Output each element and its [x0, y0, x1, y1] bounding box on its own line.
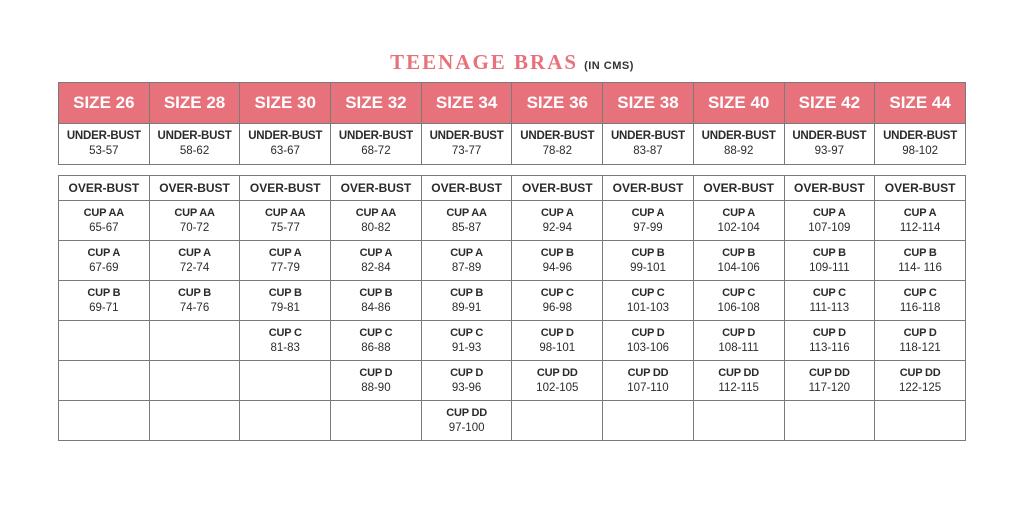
cup-label: CUP C	[722, 286, 756, 299]
cup-range: 85-87	[451, 221, 482, 234]
cup-cell	[693, 361, 784, 401]
cup-label: CUP DD	[808, 366, 850, 379]
cup-label: CUP DD	[446, 406, 487, 419]
cup-cell	[603, 281, 694, 321]
cup-row	[59, 201, 966, 241]
empty-cell	[240, 401, 331, 441]
cup-range: 81-83	[270, 341, 300, 354]
cup-range: 98-101	[539, 341, 576, 354]
cup-range: 106-108	[717, 301, 760, 314]
cup-range: 96-98	[542, 301, 572, 314]
underbust-value: 68-72	[361, 145, 391, 157]
overbust-header-cell: OVER-BUST	[512, 176, 603, 201]
cup-cell	[693, 321, 784, 361]
cup-label: CUP AA	[446, 206, 487, 219]
cup-cell	[240, 201, 331, 241]
underbust-value: 73-77	[451, 145, 482, 157]
cup-range: 111-113	[809, 301, 850, 314]
overbust-header-cell: OVER-BUST	[875, 176, 966, 201]
empty-cell	[240, 361, 331, 401]
cup-range: 89-91	[451, 301, 482, 314]
overbust-header-row	[59, 176, 966, 201]
cup-range: 99-101	[630, 261, 666, 274]
size-header-cell: SIZE 36	[512, 83, 603, 124]
cup-cell	[512, 321, 603, 361]
cup-cell	[331, 361, 422, 401]
cup-label: CUP A	[178, 246, 211, 259]
underbust-cell	[603, 124, 694, 165]
cup-range: 88-90	[361, 381, 391, 394]
cup-cell	[59, 201, 150, 241]
chart-title	[0, 50, 1024, 75]
cup-label: CUP B	[359, 286, 393, 299]
cup-cell	[331, 241, 422, 281]
overbust-header-cell: OVER-BUST	[331, 176, 422, 201]
cup-label: CUP AA	[265, 206, 306, 219]
underbust-value: 53-57	[89, 145, 119, 157]
cup-range: 94-96	[542, 261, 572, 274]
underbust-value: 63-67	[270, 145, 300, 157]
empty-cell	[603, 401, 694, 441]
cup-label: CUP D	[722, 326, 756, 339]
empty-cell	[149, 401, 240, 441]
cup-range: 92-94	[542, 221, 572, 234]
cup-label: CUP C	[540, 286, 574, 299]
cup-label: CUP D	[812, 326, 846, 339]
cup-range: 93-96	[451, 381, 482, 394]
cup-cell	[421, 281, 512, 321]
overbust-header-cell: OVER-BUST	[59, 176, 150, 201]
cup-range: 108-111	[718, 341, 759, 354]
cup-cell	[603, 321, 694, 361]
underbust-value: 58-62	[179, 145, 210, 157]
cup-label: CUP B	[812, 246, 846, 259]
overbust-header-cell: OVER-BUST	[603, 176, 694, 201]
cup-label: CUP D	[540, 326, 574, 339]
title-unit: (IN CMS)	[584, 60, 634, 72]
size-underbust-table	[58, 82, 966, 165]
empty-cell	[875, 401, 966, 441]
cup-range: 79-81	[270, 301, 300, 314]
underbust-cell	[512, 124, 603, 165]
underbust-label: UNDER-BUST	[248, 130, 323, 142]
cup-range: 117-120	[808, 381, 851, 394]
cup-cell	[512, 241, 603, 281]
cup-cell	[59, 281, 150, 321]
cup-range: 97-100	[448, 421, 485, 434]
cup-cell	[603, 201, 694, 241]
cup-range: 84-86	[361, 301, 391, 314]
cup-range: 72-74	[179, 261, 210, 274]
underbust-cell	[784, 124, 875, 165]
underbust-label: UNDER-BUST	[338, 130, 413, 142]
overbust-header-cell: OVER-BUST	[784, 176, 875, 201]
cup-cell	[875, 281, 966, 321]
underbust-cell	[149, 124, 240, 165]
cup-cell	[603, 361, 694, 401]
underbust-label: UNDER-BUST	[429, 130, 504, 142]
cup-range: 109-111	[809, 261, 850, 274]
cup-cell	[784, 321, 875, 361]
cup-range: 67-69	[89, 261, 119, 274]
cup-range: 65-67	[89, 221, 119, 234]
cup-label: CUP D	[631, 326, 665, 339]
cup-cell	[331, 281, 422, 321]
cup-cell	[149, 201, 240, 241]
cup-row	[59, 321, 966, 361]
cup-label: CUP A	[450, 246, 483, 259]
underbust-label: UNDER-BUST	[883, 130, 958, 142]
cup-range: 101-103	[626, 301, 670, 314]
cup-label: CUP C	[268, 326, 302, 339]
underbust-label: UNDER-BUST	[792, 130, 867, 142]
cup-range: 114- 116	[898, 261, 942, 274]
empty-cell	[59, 401, 150, 441]
underbust-cell	[331, 124, 422, 165]
cup-label: CUP DD	[718, 366, 760, 379]
cup-label: CUP B	[631, 246, 665, 259]
cup-cell	[240, 241, 331, 281]
cup-cell	[693, 201, 784, 241]
cup-cell	[784, 281, 875, 321]
cup-cell	[421, 361, 512, 401]
cup-cell	[875, 361, 966, 401]
underbust-cell	[693, 124, 784, 165]
cup-cell	[421, 241, 512, 281]
size-header-cell: SIZE 26	[59, 83, 150, 124]
cup-range: 75-77	[270, 221, 300, 234]
underbust-label: UNDER-BUST	[701, 130, 776, 142]
cup-cell	[331, 201, 422, 241]
cup-range: 118-121	[899, 341, 941, 354]
cup-label: CUP A	[813, 206, 846, 219]
cup-range: 102-105	[536, 381, 579, 394]
underbust-label: UNDER-BUST	[66, 130, 141, 142]
cup-label: CUP D	[359, 366, 393, 379]
cup-label: CUP DD	[627, 366, 669, 379]
cup-cell	[331, 321, 422, 361]
cup-range: 112-115	[718, 381, 759, 394]
cup-range: 104-106	[717, 261, 760, 274]
cup-cell	[421, 201, 512, 241]
cup-cell	[784, 361, 875, 401]
size-header-cell: SIZE 40	[693, 83, 784, 124]
underbust-value: 98-102	[902, 145, 938, 157]
cup-range: 70-72	[179, 221, 210, 234]
overbust-header-cell: OVER-BUST	[149, 176, 240, 201]
empty-cell	[784, 401, 875, 441]
cup-range: 107-109	[808, 221, 851, 234]
underbust-label: UNDER-BUST	[610, 130, 685, 142]
underbust-cell	[421, 124, 512, 165]
empty-cell	[149, 321, 240, 361]
underbust-row	[59, 124, 966, 165]
underbust-value: 93-97	[814, 145, 845, 157]
cup-label: CUP A	[631, 206, 665, 219]
underbust-label: UNDER-BUST	[157, 130, 232, 142]
underbust-value: 83-87	[633, 145, 663, 157]
cup-range: 113-116	[809, 341, 850, 354]
cup-row	[59, 281, 966, 321]
size-header-cell: SIZE 32	[331, 83, 422, 124]
cup-label: CUP C	[450, 326, 484, 339]
cup-row	[59, 241, 966, 281]
underbust-cell	[240, 124, 331, 165]
cup-cell	[693, 241, 784, 281]
cup-range: 86-88	[361, 341, 391, 354]
underbust-value: 78-82	[542, 145, 572, 157]
cup-label: CUP B	[178, 286, 212, 299]
cup-label: CUP C	[359, 326, 393, 339]
cup-label: CUP D	[903, 326, 937, 339]
cup-label: CUP DD	[536, 366, 578, 379]
cup-range: 112-114	[899, 221, 941, 234]
size-header-cell: SIZE 42	[784, 83, 875, 124]
cup-label: CUP B	[450, 286, 484, 299]
size-header-cell: SIZE 44	[875, 83, 966, 124]
cup-label: CUP B	[540, 246, 574, 259]
cup-range: 97-99	[633, 221, 663, 234]
cup-label: CUP AA	[83, 206, 125, 219]
size-header-cell: SIZE 30	[240, 83, 331, 124]
overbust-header-cell: OVER-BUST	[421, 176, 512, 201]
cup-cell	[240, 281, 331, 321]
cup-range: 69-71	[89, 301, 119, 314]
cup-label: CUP C	[812, 286, 846, 299]
underbust-value: 88-92	[723, 145, 754, 157]
cup-cell	[512, 281, 603, 321]
cup-range: 80-82	[361, 221, 391, 234]
size-header-cell: SIZE 34	[421, 83, 512, 124]
empty-cell	[149, 361, 240, 401]
empty-cell	[59, 321, 150, 361]
size-header-row	[59, 83, 966, 124]
cup-label: CUP A	[540, 206, 574, 219]
cup-range: 74-76	[179, 301, 210, 314]
cup-row	[59, 361, 966, 401]
cup-label: CUP A	[903, 206, 937, 219]
cup-label: CUP AA	[174, 206, 215, 219]
cup-range: 107-110	[627, 381, 669, 394]
cup-label: CUP D	[450, 366, 484, 379]
cup-cell	[784, 241, 875, 281]
cup-label: CUP AA	[355, 206, 397, 219]
cup-row	[59, 401, 966, 441]
underbust-label: UNDER-BUST	[520, 130, 595, 142]
cup-cell	[693, 281, 784, 321]
overbust-header-cell: OVER-BUST	[693, 176, 784, 201]
cup-range: 91-93	[451, 341, 482, 354]
cup-cell	[875, 241, 966, 281]
size-header-cell: SIZE 38	[603, 83, 694, 124]
title-main: TEENAGE BRAS	[390, 50, 579, 74]
cup-cell	[875, 321, 966, 361]
cup-label: CUP DD	[899, 366, 941, 379]
empty-cell	[512, 401, 603, 441]
cup-label: CUP A	[87, 246, 121, 259]
empty-cell	[331, 401, 422, 441]
cup-cell	[603, 241, 694, 281]
cup-label: CUP B	[722, 246, 756, 259]
cup-range: 116-118	[899, 301, 941, 314]
cup-range: 82-84	[361, 261, 391, 274]
overbust-header-cell: OVER-BUST	[240, 176, 331, 201]
cup-cell	[784, 201, 875, 241]
cup-cell	[59, 241, 150, 281]
cup-cell	[149, 281, 240, 321]
cup-range: 102-104	[717, 221, 760, 234]
cup-range: 122-125	[898, 381, 942, 394]
cup-cell	[149, 241, 240, 281]
cup-cell	[512, 201, 603, 241]
underbust-cell	[875, 124, 966, 165]
cup-label: CUP C	[903, 286, 937, 299]
cup-cell	[875, 201, 966, 241]
cup-label: CUP B	[87, 286, 121, 299]
cup-cell	[421, 401, 512, 441]
overbust-cup-table	[58, 175, 966, 441]
cup-range: 103-106	[626, 341, 670, 354]
underbust-cell	[59, 124, 150, 165]
cup-label: CUP B	[268, 286, 302, 299]
size-header-cell: SIZE 28	[149, 83, 240, 124]
cup-range: 77-79	[270, 261, 300, 274]
empty-cell	[59, 361, 150, 401]
cup-range: 87-89	[451, 261, 482, 274]
cup-label: CUP C	[631, 286, 665, 299]
cup-label: CUP B	[903, 246, 937, 259]
cup-label: CUP A	[268, 246, 302, 259]
cup-label: CUP A	[359, 246, 393, 259]
cup-cell	[421, 321, 512, 361]
cup-label: CUP A	[722, 206, 755, 219]
cup-cell	[512, 361, 603, 401]
cup-cell	[240, 321, 331, 361]
empty-cell	[693, 401, 784, 441]
